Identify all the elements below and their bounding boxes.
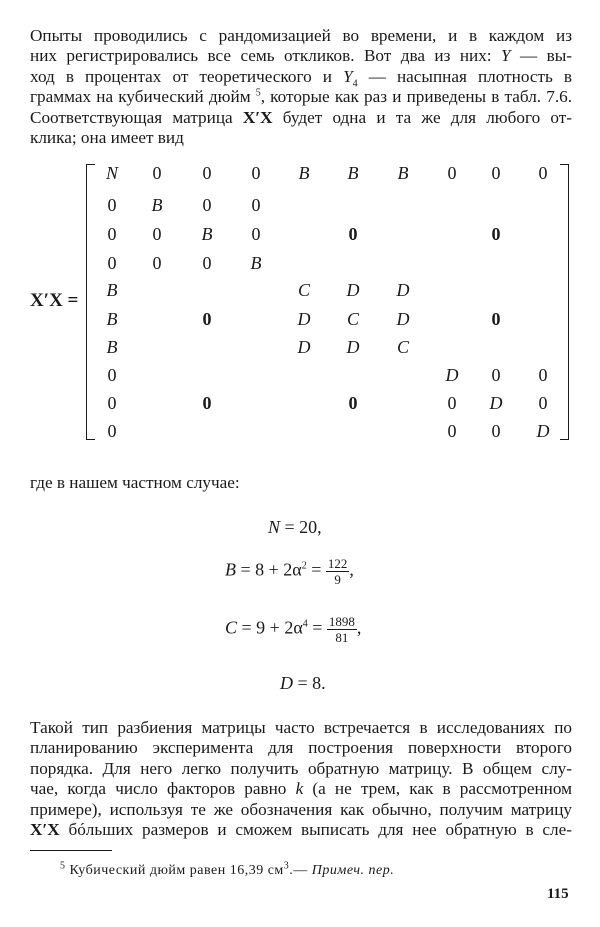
matrix-cell: B — [347, 163, 359, 183]
matrix-cell: B — [298, 163, 310, 183]
matrix-cell: B — [106, 309, 118, 329]
matrix-cell: 0 — [202, 195, 212, 215]
matrix-cell: 0 — [107, 421, 117, 441]
body-paragraph — [30, 718, 572, 840]
matrix-cell: 0 — [107, 224, 117, 244]
intro-line-2: них регистрировались все семь откликов. Вот два из них: Y — вы- — [30, 46, 572, 66]
intro-paragraph — [30, 26, 572, 148]
matrix-cell: 0 — [491, 365, 501, 385]
footnote-ref: 5 — [255, 87, 261, 99]
footnote: $^5$ Кубический дюйм равен 16,39 $см^3.—$ Примеч. пер. — [60, 860, 395, 878]
body-line-4: чае, когда число факторов равно k (а не трем, как в рассмотренном — [30, 779, 572, 799]
body-line-5: примере), используя те же обозначения как обычно, получим матрицу — [30, 799, 572, 819]
matrix-cell: D — [396, 280, 410, 300]
matrix-cell: D — [297, 309, 311, 329]
matrix-cell: C — [396, 337, 410, 357]
intro-line-6: клика; она имеет вид — [30, 128, 184, 148]
equation-b: $B = 8 + 2\alpha^2$ = $\frac{122}{9}$ , — [225, 556, 354, 587]
matrix-left-bracket — [86, 164, 95, 440]
matrix-cell: B — [250, 253, 262, 273]
matrix-cell: 0 — [251, 163, 261, 183]
intro-line-3: ход в процентах от теоретического и $Y_4$ — насыпная плотность в — [30, 66, 573, 90]
equation-n: N = 20, — [268, 517, 322, 537]
matrix-cell: B — [151, 195, 163, 215]
matrix-cell: D — [445, 365, 459, 385]
intro-line-5: Соответствующая матрица X′X будет одна и та же для любого от- — [30, 107, 573, 127]
equation-d: D = 8. — [280, 673, 326, 693]
fraction-b: $\frac{122}{9}$ — [327, 556, 348, 587]
matrix-cell: 0 — [202, 309, 212, 329]
matrix-cell: 0 — [202, 253, 212, 273]
matrix-cell: D — [396, 309, 410, 329]
matrix-cell: 0 — [152, 224, 162, 244]
matrix-cell: 0 — [538, 365, 548, 385]
matrix-label: X′X = — [30, 290, 79, 311]
equation-c: $C = 9 + 2\alpha^4$ = $\frac{1898}{81}$ , — [225, 614, 362, 645]
body-line-3: порядка. Для него легко получить обратную матрицу. В общем слу- — [30, 758, 572, 778]
matrix-cell: D — [346, 337, 360, 357]
matrix-cell: 0 — [348, 224, 358, 244]
matrix-cell: 0 — [491, 224, 501, 244]
matrix-cell: 0 — [107, 393, 117, 413]
matrix-cell: 0 — [491, 309, 501, 329]
body-line-6: X′X бóльших размеров и сможем выписать для нее обратную в сле- — [30, 820, 572, 840]
matrix-cell: B — [106, 280, 118, 300]
matrix-cell: 0 — [152, 253, 162, 273]
intro-line-4: граммах на кубический дюйм $^5$, которые как раз и приведены в табл. 7.6. — [30, 87, 573, 107]
matrix-cell: 0 — [202, 163, 212, 183]
footnote-rule — [30, 850, 112, 851]
matrix-cell: D — [346, 280, 360, 300]
matrix-cell: 0 — [538, 163, 548, 183]
matrix-cell: 0 — [152, 163, 162, 183]
page-number: 115 — [547, 886, 569, 902]
fraction-c: $\frac{1898}{81}$ — [328, 614, 355, 645]
matrix-cell: 0 — [348, 393, 358, 413]
matrix-cell: B — [201, 224, 213, 244]
intro-line-1: Опыты проводились с рандомизацией во времени, и в каждом из — [30, 26, 572, 45]
where-text: где в нашем частном случае: — [30, 473, 240, 492]
matrix-cell: 0 — [538, 393, 548, 413]
matrix-cell: N — [105, 163, 119, 183]
matrix-cell: 0 — [447, 421, 457, 441]
matrix-cell: 0 — [107, 253, 117, 273]
matrix-cell: C — [297, 280, 311, 300]
matrix-cell: D — [489, 393, 503, 413]
matrix-right-bracket — [560, 164, 569, 440]
where-line — [30, 473, 572, 493]
matrix-cell: B — [106, 337, 118, 357]
matrix-cell: 0 — [251, 195, 261, 215]
matrix-cell: 0 — [107, 365, 117, 385]
matrix-cell: D — [297, 337, 311, 357]
body-line-1: Такой тип разбиения матрицы часто встречается в исследованиях по — [30, 718, 572, 737]
matrix-cell: 0 — [107, 195, 117, 215]
body-line-2: планированию эксперимента для построения поверхности второго — [30, 738, 572, 758]
matrix-cell: 0 — [491, 163, 501, 183]
matrix-cell: 0 — [447, 163, 457, 183]
matrix-cell: 0 — [251, 224, 261, 244]
matrix-cell: 0 — [202, 393, 212, 413]
matrix-cell: 0 — [447, 393, 457, 413]
matrix-cell: 0 — [491, 421, 501, 441]
matrix-cell: D — [536, 421, 550, 441]
matrix-cell: C — [346, 309, 360, 329]
matrix-cell: B — [397, 163, 409, 183]
